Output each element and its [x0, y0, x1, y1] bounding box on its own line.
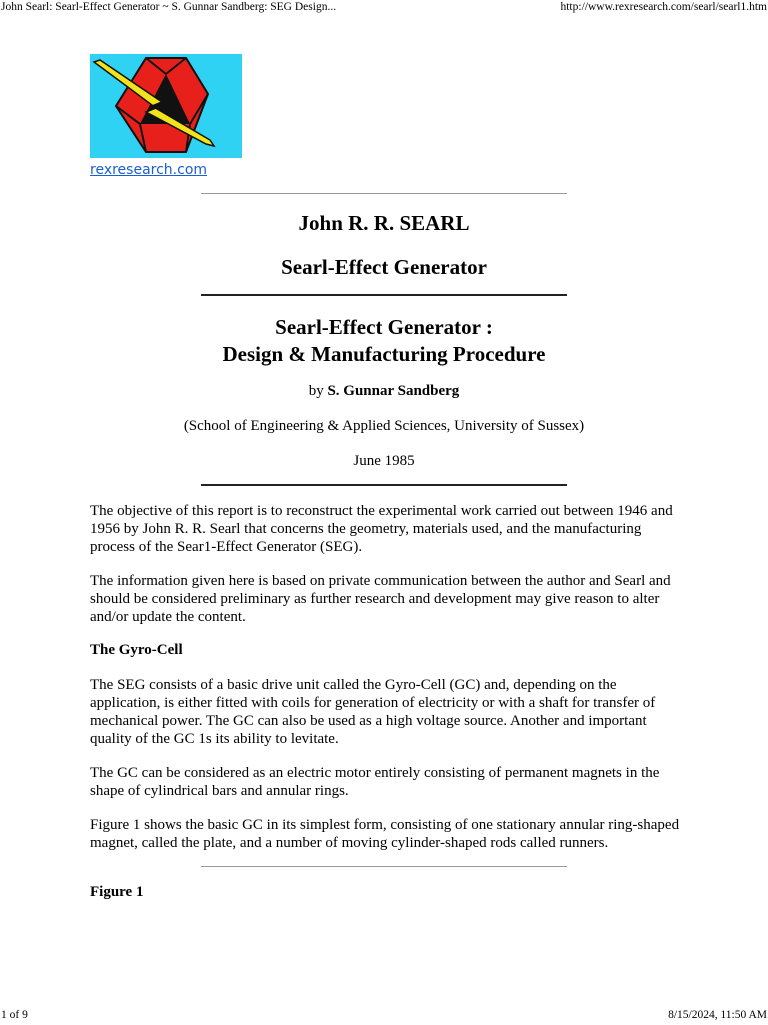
- author-name: S. Gunnar Sandberg: [327, 383, 460, 399]
- report-title-line1: Searl-Effect Generator :: [275, 315, 493, 339]
- print-footer: [0, 1009, 768, 1025]
- divider: [201, 866, 567, 867]
- divider-thick: [201, 484, 567, 486]
- print-timestamp: 8/15/2024, 11:50 AM: [668, 1009, 767, 1021]
- hexagon-bolt-icon: [90, 54, 242, 158]
- report-title-line2: Design & Manufacturing Procedure: [222, 342, 546, 366]
- paragraph-gc-motor: The GC can be considered as an electric motor entirely consisting of permanent magnets in the shape of cylindrical bars and annular rings.: [90, 765, 660, 799]
- print-header-url: http://www.rexresearch.com/searl/searl1.htm: [560, 1, 767, 13]
- byline: [0, 383, 768, 400]
- byline-prefix: by: [308, 383, 324, 399]
- print-header-title: John Searl: Searl-Effect Generator ~ S. Gunnar Sandberg: SEG Design...: [1, 1, 337, 13]
- paragraph-seg-description: The SEG consists of a basic drive unit called the Gyro-Cell (GC) and, depending on the application, is either fitted with coils for generation of electricity or with a shaft for transfer of mechanical power. The GC can also be used as a high voltage source. Another and important quality of the GC 1s its ability to levitate.: [90, 677, 656, 747]
- divider-thick: [201, 294, 567, 296]
- page-title: John R. R. SEARL: [298, 211, 470, 235]
- rexresearch-logo[interactable]: [90, 54, 242, 158]
- divider: [201, 193, 567, 194]
- affiliation: (School of Engineering & Applied Sciences, University of Sussex): [183, 418, 585, 434]
- page-subtitle: Searl-Effect Generator: [281, 255, 487, 279]
- paragraph-objective: The objective of this report is to reconstruct the experimental work carried out between 1946 and 1956 by John R. R. Searl that concerns the geometry, materials used, and the manufacturing process of the Sear1-Effect Generator (SEG).: [90, 503, 673, 555]
- paragraph-information: The information given here is based on private communication between the author and Searl and should be considered preliminary as further research and development may give reason to alter and/or update the content.: [90, 573, 671, 625]
- section-heading-gyro-cell: The Gyro-Cell: [90, 642, 183, 658]
- rexresearch-link[interactable]: rexresearch.com: [90, 162, 208, 178]
- figure-label: Figure 1: [90, 884, 144, 900]
- page-number: 1 of 9: [1, 1009, 28, 1021]
- report-date: June 1985: [353, 453, 415, 469]
- print-header: [0, 1, 768, 17]
- paragraph-figure1-description: Figure 1 shows the basic GC in its simplest form, consisting of one stationary annular ring-shaped magnet, called the plate, and a number of moving cylinder-shaped rods called runners.: [90, 817, 680, 851]
